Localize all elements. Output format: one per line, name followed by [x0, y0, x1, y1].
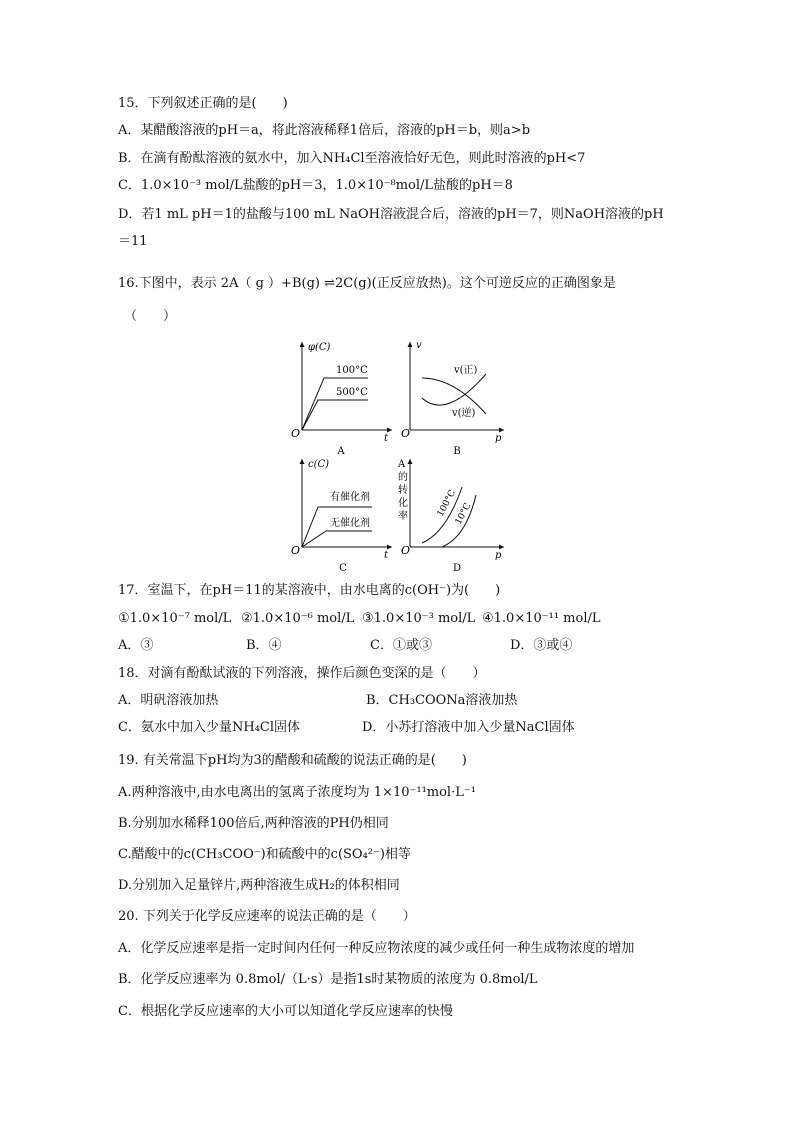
- fig-b-origin: O: [401, 427, 411, 440]
- q18-stem: 18．对滴有酚酞试液的下列溶液，操作后颜色变深的是（ ）: [118, 666, 486, 681]
- fig-c-origin: O: [291, 544, 301, 557]
- q15-stem: 15．下列叙述正确的是( ): [118, 96, 288, 111]
- fig-c-caption: C: [339, 563, 347, 574]
- fig-c-ylabel: c(C): [308, 459, 330, 470]
- fig-d-caption: D: [452, 563, 462, 574]
- fig-d-origin: O: [401, 544, 411, 557]
- q18-option-b: B．CH₃COONa溶液加热: [366, 693, 518, 708]
- q17-value-4: ④1.0×10⁻¹¹ mol/L: [482, 611, 601, 626]
- q19-option-b: B.分别加水稀释100倍后,两种溶液的PH仍相同: [118, 816, 389, 831]
- fig-b-xlabel: p: [495, 433, 502, 444]
- q19-option-d: D.分别加入足量锌片,两种溶液生成H₂的体积相同: [118, 878, 400, 893]
- q17-value-3: ③1.0×10⁻³ mol/L: [362, 611, 476, 626]
- q20-option-a: A．化学反应速率是指一定时间内任何一种反应物浓度的减少或任何一种生成物浓度的增加: [118, 941, 635, 956]
- fig-c-curve1-label: 有催化剂: [330, 492, 370, 503]
- fig-d-ylabel-3: 转: [398, 485, 408, 496]
- q17-value-2: ②1.0×10⁻⁶ mol/L: [241, 611, 355, 626]
- figure-d: [400, 455, 510, 575]
- fig-a-xlabel: t: [384, 433, 389, 444]
- q17-value-1: ①1.0×10⁻⁷ mol/L: [118, 611, 232, 626]
- q17-option-d: D．③或④: [510, 638, 573, 653]
- q16-answer-paren: （ ）: [124, 309, 177, 324]
- q17-option-c: C．①或③: [370, 638, 432, 653]
- q15-option-c: C．1.0×10⁻³ mol/L盐酸的pH＝3，1.0×10⁻⁸mol/L盐酸的pH＝8: [118, 178, 513, 193]
- figure-b: [400, 338, 510, 458]
- fig-d-ylabel-1: A: [398, 459, 406, 470]
- figure-c: [288, 455, 398, 575]
- fig-a-curve1-label: 100°C: [336, 365, 368, 376]
- fig-b-caption: B: [453, 446, 461, 457]
- fig-a-ylabel: φ(C): [308, 342, 331, 353]
- q15-option-b: B．在滴有酚酞溶液的氨水中，加入NH₄Cl至溶液恰好无色，则此时溶液的pH<7: [118, 151, 586, 166]
- fig-b-curve1-label: v(正): [454, 365, 478, 376]
- fig-b-ylabel: v: [416, 340, 422, 351]
- q19-option-a: A.两种溶液中,由水电离出的氢离子浓度均为 1×10⁻¹¹mol·L⁻¹: [118, 785, 476, 800]
- q16-stem: 16.下图中，表示 2A（ g ）+B(g) ⇌2C(g)(正反应放热)。这个可逆反应的正确图象是: [118, 276, 616, 291]
- fig-d-ylabel-5: 率: [398, 511, 408, 522]
- q15-option-d-cont: ＝11: [118, 234, 148, 249]
- fig-b-curve2-label: v(逆): [452, 408, 476, 419]
- fig-a-caption: A: [337, 446, 345, 457]
- q20-stem: 20. 下列关于化学反应速率的说法正确的是（ ）: [118, 909, 416, 924]
- fig-a-curve2-label: 500°C: [336, 387, 368, 398]
- fig-d-ylabel-4: 化: [398, 498, 408, 509]
- q20-option-b: B．化学反应速率为 0.8mol/（L·s）是指1s时某物质的浓度为 0.8mol/L: [118, 972, 538, 987]
- q18-option-c: C．氨水中加入少量NH₄Cl固体: [118, 720, 300, 735]
- q18-option-a: A．明矾溶液加热: [118, 693, 219, 708]
- figure-a: [288, 338, 398, 458]
- q19-stem: 19. 有关常温下pH均为3的醋酸和硫酸的说法正确的是( ): [118, 753, 467, 768]
- fig-d-curve1-label: 100°C: [435, 488, 459, 519]
- q19-option-c: C.醋酸中的c(CH₃COO⁻)和硫酸中的c(SO₄²⁻)相等: [118, 847, 411, 862]
- q17-stem: 17．室温下，在pH＝11的某溶液中，由水电离的c(OH⁻)为( ): [118, 583, 501, 598]
- q17-option-b: B．④: [246, 638, 282, 653]
- q18-option-d: D．小苏打溶液中加入少量NaCl固体: [362, 720, 575, 735]
- q20-option-c: C．根据化学反应速率的大小可以知道化学反应速率的快慢: [118, 1004, 453, 1019]
- q15-option-a: A．某醋酸溶液的pH＝a，将此溶液稀释1倍后，溶液的pH＝b，则a>b: [118, 123, 531, 138]
- fig-c-curve2-label: 无催化剂: [330, 518, 370, 529]
- fig-a-origin: O: [291, 427, 301, 440]
- fig-c-xlabel: t: [384, 550, 389, 561]
- fig-d-xlabel: p: [495, 550, 502, 561]
- q17-option-a: A．③: [118, 638, 154, 653]
- fig-d-ylabel-2: 的: [398, 472, 408, 483]
- fig-d-curve2-label: 10°C: [453, 501, 474, 527]
- q15-option-d: D．若1 mL pH＝1的盐酸与100 mL NaOH溶液混合后，溶液的pH＝7，则NaOH溶液的pH: [118, 207, 664, 222]
